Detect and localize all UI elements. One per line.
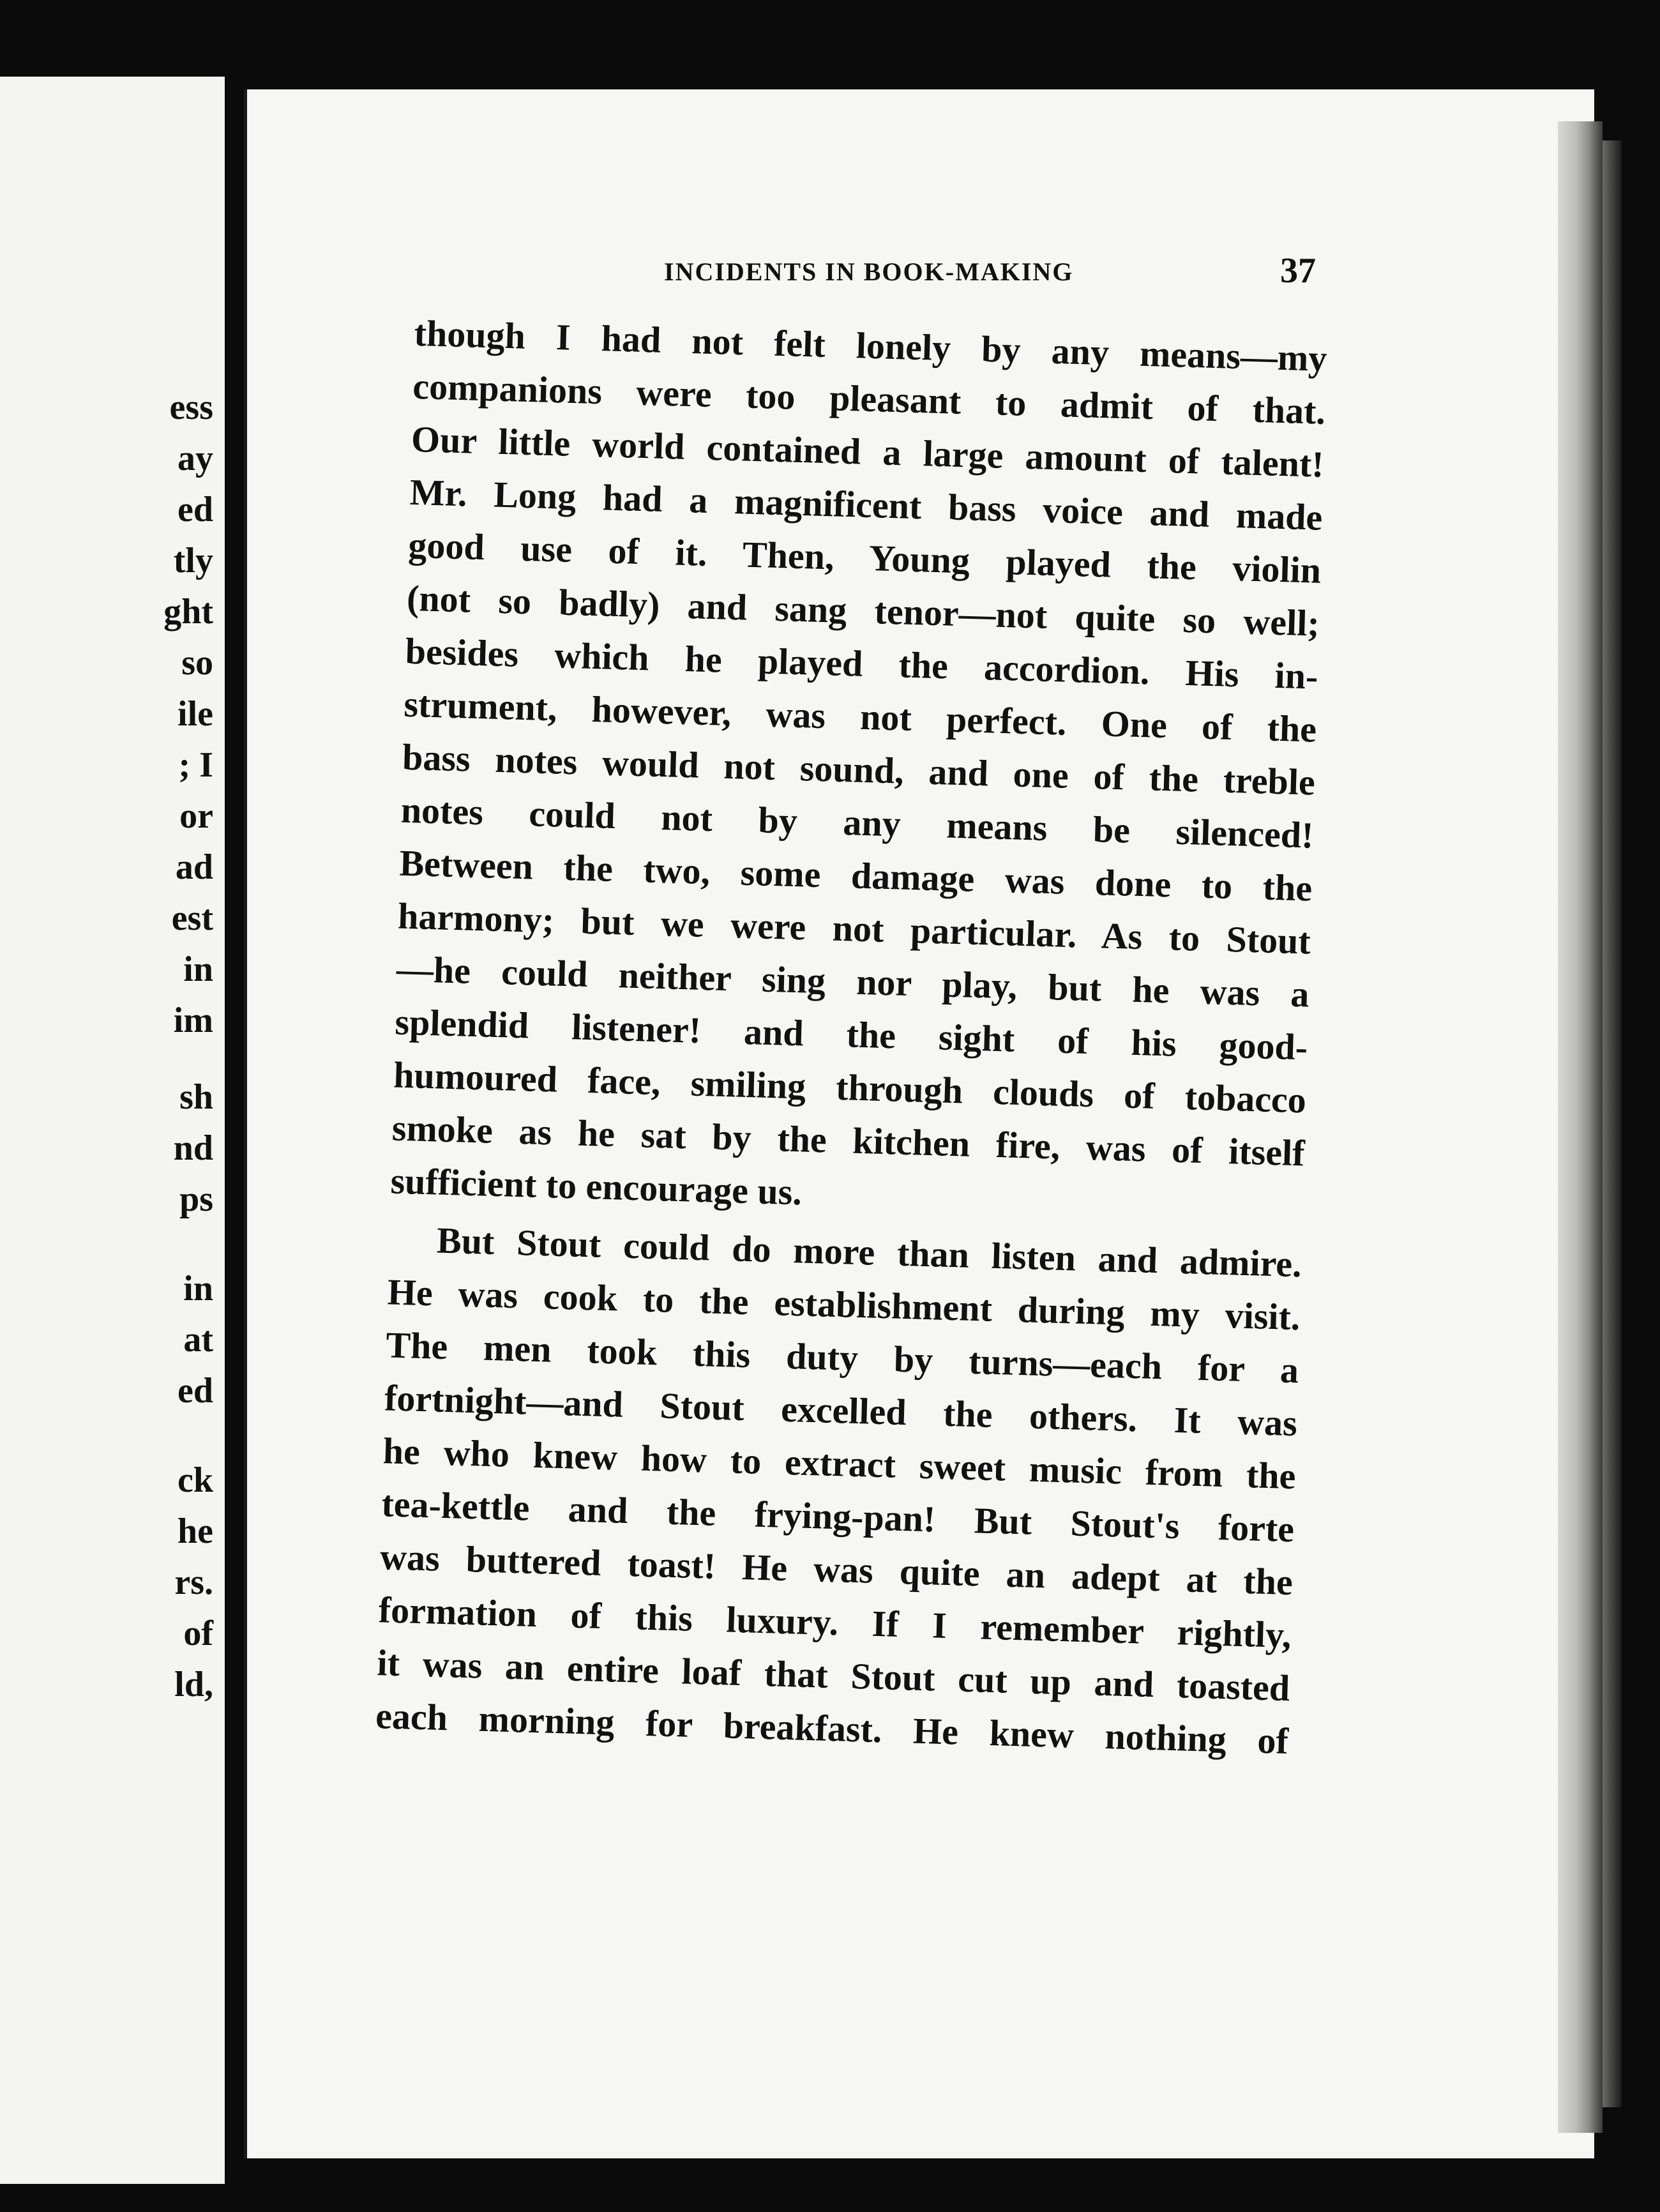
text-line: was buttered toast! He was quite an adept at the [379, 1536, 1294, 1603]
running-head: INCIDENTS IN BOOK-MAKING [664, 257, 1074, 286]
text-line: strument, however, was not perfect. One of the [403, 683, 1317, 750]
body-text [375, 307, 1327, 1768]
left-page-line-fragment: ess [169, 388, 213, 427]
book-gutter [225, 0, 244, 2212]
left-page-line-fragment: ck [177, 1460, 213, 1500]
paragraph-2 [375, 1212, 1302, 1768]
left-page-line-fragment: ed [177, 1371, 213, 1411]
text-line: bass notes would not sound, and one of the treble [402, 736, 1316, 803]
text-line: splendid listener! and the sight of his good- [394, 1001, 1309, 1068]
paragraph-1 [390, 307, 1328, 1232]
text-line: Our little world contained a large amount of talent! [411, 418, 1325, 485]
left-page-line-fragment: ght [163, 592, 213, 632]
left-facing-page [0, 77, 229, 2184]
left-page-line-fragment: ad [175, 847, 213, 887]
left-page-line-fragment: at [183, 1320, 213, 1360]
text-line: formation of this luxury. If I remember rightly, [378, 1589, 1292, 1656]
left-page-line-fragment: ps [179, 1179, 213, 1219]
text-line: fortnight—and Stout excelled the others. It was [384, 1377, 1298, 1444]
left-page-line-fragment: rs. [174, 1563, 213, 1602]
left-page-line-fragment: im [173, 1001, 213, 1040]
text-line: Mr. Long had a magnificent bass voice and made [409, 471, 1324, 538]
book-cover-edge [1603, 140, 1622, 2107]
text-line: notes could not by any means be silenced! [400, 789, 1315, 856]
text-line: it was an entire loaf that Stout cut up and toasted [376, 1642, 1291, 1709]
left-page-line-fragment: tly [173, 541, 213, 580]
left-page-line-fragment: of [183, 1614, 213, 1653]
text-line: smoke as he sat by the kitchen fire, was of itself [391, 1107, 1306, 1174]
left-page-line-fragment: ld, [174, 1665, 213, 1704]
left-page-line-fragment: nd [173, 1128, 213, 1168]
text-line: (not so badly) and sang tenor—not quite so well; [406, 577, 1320, 644]
text-line: companions were too pleasant to admit of that. [412, 365, 1326, 432]
left-page-line-fragment: est [171, 898, 213, 938]
text-line: But Stout could do more than listen and admire. [436, 1219, 1302, 1285]
left-page-line-fragment: sh [179, 1077, 213, 1117]
left-page-line-fragment: in [183, 1269, 213, 1308]
left-page-line-fragment: ed [177, 490, 213, 529]
text-line: harmony; but we were not particular. As to Stout [397, 895, 1311, 962]
text-line: —he could neither sing nor play, but he was a [396, 948, 1310, 1015]
text-line: though I had not felt lonely by any means—my [413, 312, 1328, 379]
left-page-line-fragment: so [181, 643, 213, 683]
text-line: humoured face, smiling through clouds of tobacco [393, 1054, 1307, 1121]
page-number: 37 [1280, 251, 1316, 291]
text-line: tea-kettle and the frying-pan! But Stout's forte [381, 1483, 1295, 1550]
text-line: He was cook to the establishment during my visit. [386, 1271, 1301, 1338]
left-page-line-fragment: ile [177, 694, 213, 734]
left-page-line-fragment: ay [177, 439, 213, 478]
text-line: sufficient to encourage us. [389, 1160, 803, 1213]
left-page-line-fragment: ; I [178, 745, 213, 785]
page-edge [1558, 121, 1603, 2133]
text-line: he who knew how to extract sweet music from the [382, 1430, 1297, 1497]
text-line: The men took this duty by turns—each for a [385, 1324, 1299, 1391]
text-line: each morning for breakfast. He knew nothing of [375, 1695, 1289, 1762]
text-line: besides which he played the accordion. His in- [405, 630, 1319, 697]
left-page-line-fragment: in [183, 950, 213, 989]
text-line: Between the two, some damage was done to the [398, 842, 1313, 909]
left-page-line-fragment: he [177, 1511, 213, 1551]
text-line: good use of it. Then, Young played the violin [407, 524, 1322, 591]
left-page-line-fragment: or [179, 796, 213, 836]
